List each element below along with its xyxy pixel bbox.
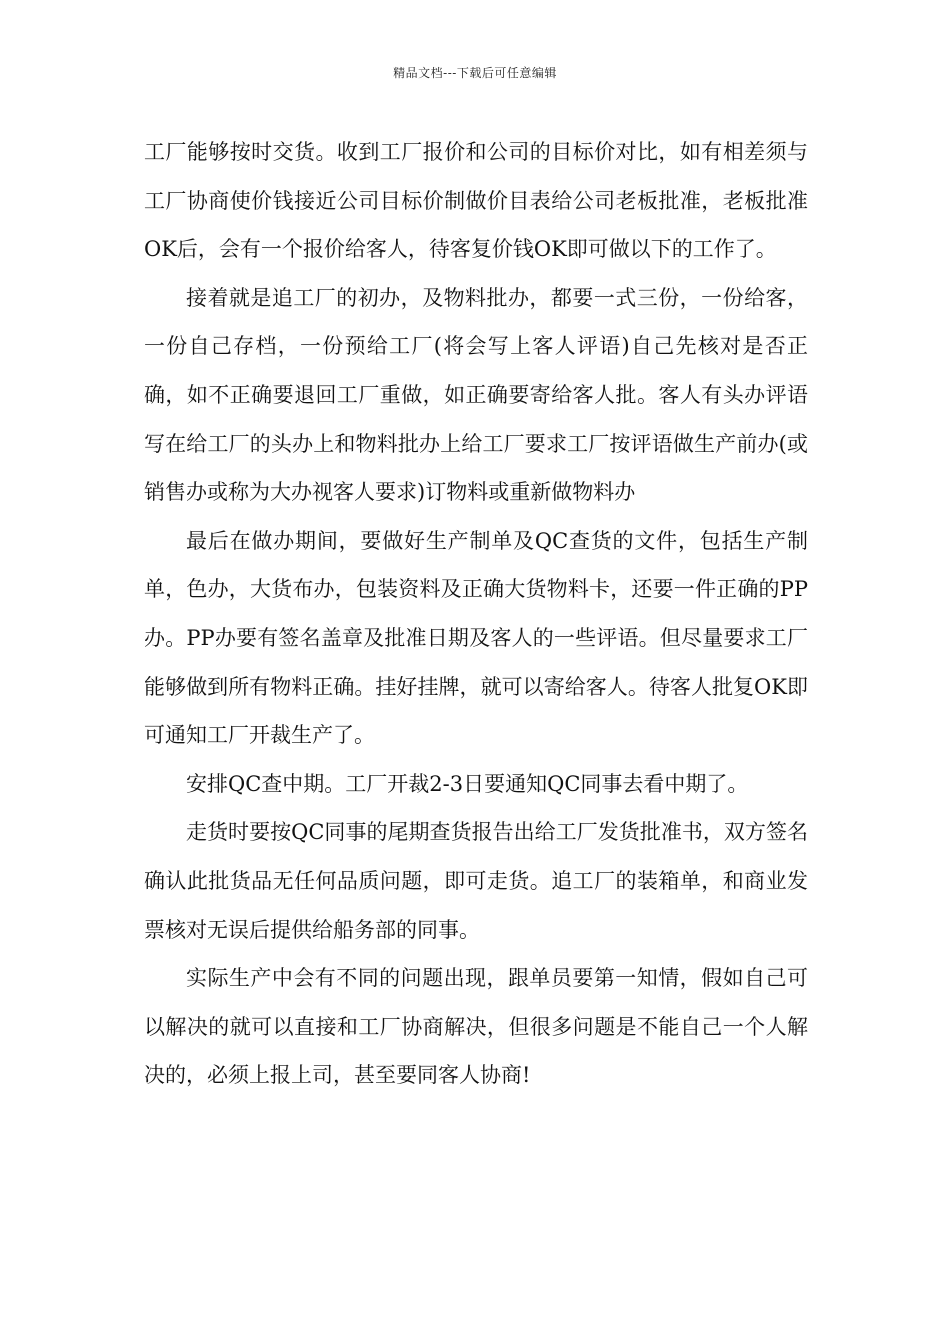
paragraph-qc-midterm: 安排QC查中期。工厂开裁2-3日要通知QC同事去看中期了。 <box>186 771 749 796</box>
page-header: 精品文档---下载后可任意编辑 <box>393 66 557 80</box>
paragraph-production-docs: 最后在做办期间，要做好生产制单及QC查货的文件，包括生产制单，色办，大货布办，包装资料及正确大货物料卡，还要一件正确的PP办。PP办要有签名盖章及批准日期及客人的一些评语。但尽量要求工厂能够做到所有物料正确。挂好挂牌，就可以寄给客人。待客人批复OK即可通知工厂开裁生产了。 <box>144 528 808 748</box>
paragraph-continuation: 工厂能够按时交货。收到工厂报价和公司的目标价对比，如有相差须与工厂协商使价钱接近公司目标价制做价目表给公司老板批准，老板批准OK后，会有一个报价给客人，待客复价钱OK即可做以下的工作了。 <box>144 140 808 262</box>
paragraph-samples: 接着就是追工厂的初办，及物料批办，都要一式三份，一份给客，一份自己存档，一份预给工厂(将会写上客人评语)自己先核对是否正确，如不正确要退回工厂重做，如正确要寄给客人批。客人有头办评语写在给工厂的头办上和物料批办上给工厂要求工厂按评语做生产前办(或销售办或称为大办视客人要求)订物料或重新做物料办 <box>144 285 808 505</box>
document-body <box>144 128 808 1100</box>
paragraph-shipping: 走货时要按QC同事的尾期查货报告出给工厂发货批准书，双方签名确认此批货品无任何品质问题，即可走货。追工厂的装箱单，和商业发票核对无误后提供给船务部的同事。 <box>144 820 808 942</box>
paragraph-problems: 实际生产中会有不同的问题出现，跟单员要第一知情，假如自己可以解决的就可以直接和工厂协商解决，但很多问题是不能自己一个人解决的，必须上报上司，甚至要同客人协商! <box>144 966 808 1088</box>
